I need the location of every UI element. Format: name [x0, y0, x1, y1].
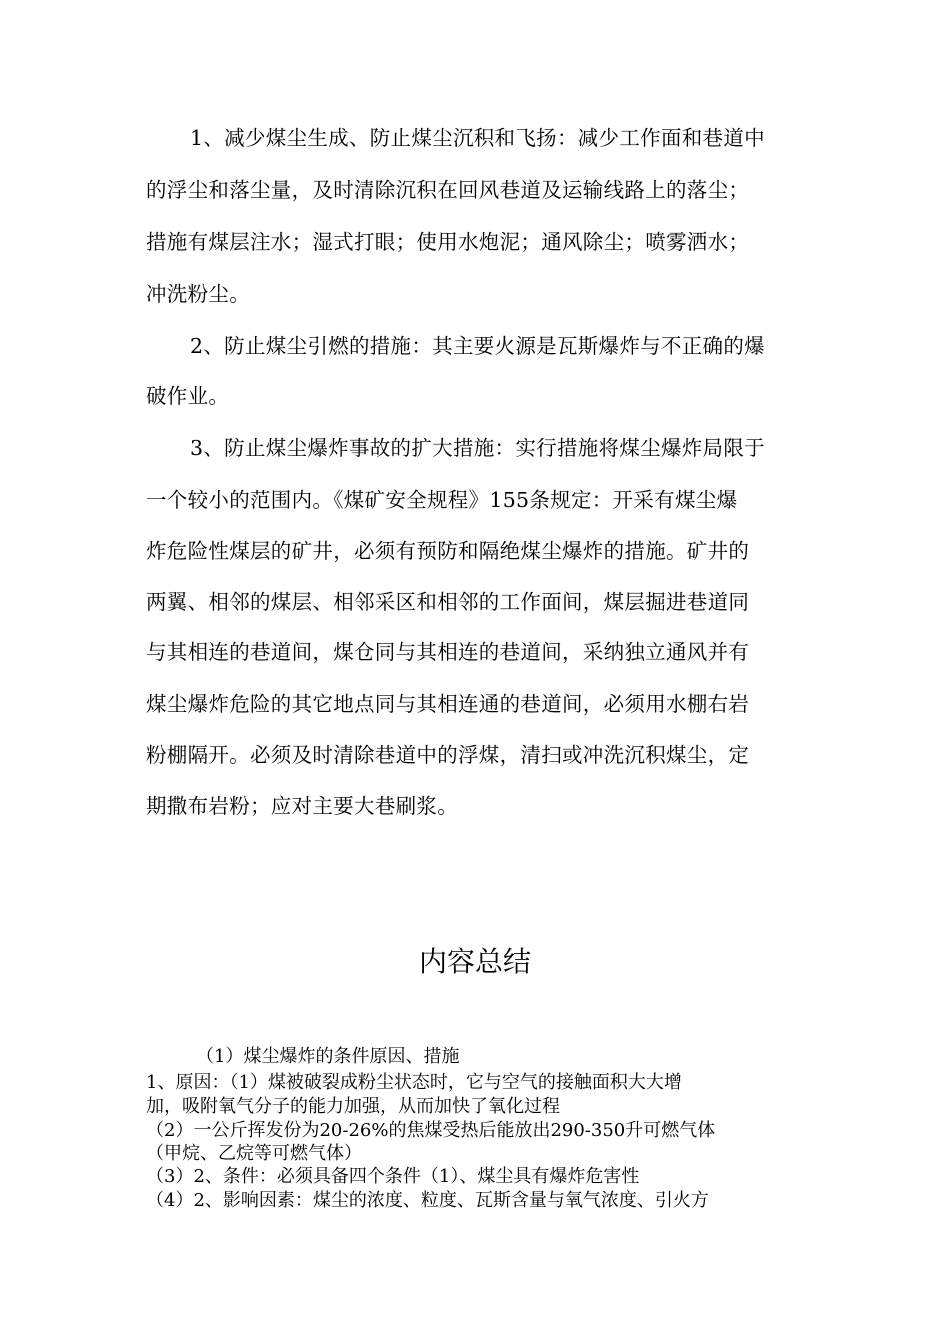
body-line: 破作业。 [146, 384, 230, 408]
body-line: 粉棚隔开。必须及时清除巷道中的浮煤，清扫或冲洗沉积煤尘，定 [146, 743, 750, 767]
body-line: 两翼、相邻的煤层、相邻采区和相邻的工作面间，煤层掘进巷道同 [146, 590, 750, 614]
summary-title: 内容总结 [418, 945, 531, 978]
body-line: 期撒布岩粉；应对主要大巷刷浆。 [146, 794, 458, 818]
body-line: 冲洗粉尘。 [146, 282, 250, 306]
summary-line: （甲烷、乙烷等可燃气体） [146, 1143, 362, 1164]
summary-line: 1、原因：（1）煤被破裂成粉尘状态时，它与空气的接触面积大大增 [146, 1072, 682, 1093]
body-line: 一个较小的范围内。《煤矿安全规程》155条规定：开采有煤尘爆 [146, 488, 738, 512]
summary-line: （4）2、影响因素：煤尘的浓度、粒度、瓦斯含量与氧气浓度、引火方 [146, 1190, 709, 1211]
body-line: 措施有煤层注水；湿式打眼；使用水炮泥；通风除尘；喷雾洒水； [146, 230, 750, 254]
summary-line: 加，吸附氧气分子的能力加强，从而加快了氧化过程 [146, 1096, 560, 1117]
summary-line: （2）一公斤挥发份为20-26%的焦煤受热后能放出290-350升可燃气体 [146, 1120, 716, 1141]
body-line: 1、减少煤尘生成、防止煤尘沉积和飞扬：减少工作面和巷道中 [190, 126, 765, 150]
body-line: 2、防止煤尘引燃的措施：其主要火源是瓦斯爆炸与不正确的爆 [190, 334, 765, 358]
body-line: 3、防止煤尘爆炸事故的扩大措施：实行措施将煤尘爆炸局限于 [190, 436, 765, 460]
body-line: 煤尘爆炸危险的其它地点同与其相连通的巷道间，必须用水棚右岩 [146, 692, 750, 716]
body-line: 炸危险性煤层的矿井，必须有预防和隔绝煤尘爆炸的措施。矿井的 [146, 539, 750, 563]
body-line: 与其相连的巷道间，煤仓同与其相连的巷道间，采纳独立通风并有 [146, 640, 750, 664]
summary-line: （1）煤尘爆炸的条件原因、措施 [196, 1046, 460, 1067]
body-line: 的浮尘和落尘量，及时清除沉积在回风巷道及运输线路上的落尘； [146, 178, 750, 202]
summary-line: （3）2、条件：必须具备四个条件（1）、煤尘具有爆炸危害性 [146, 1166, 640, 1187]
